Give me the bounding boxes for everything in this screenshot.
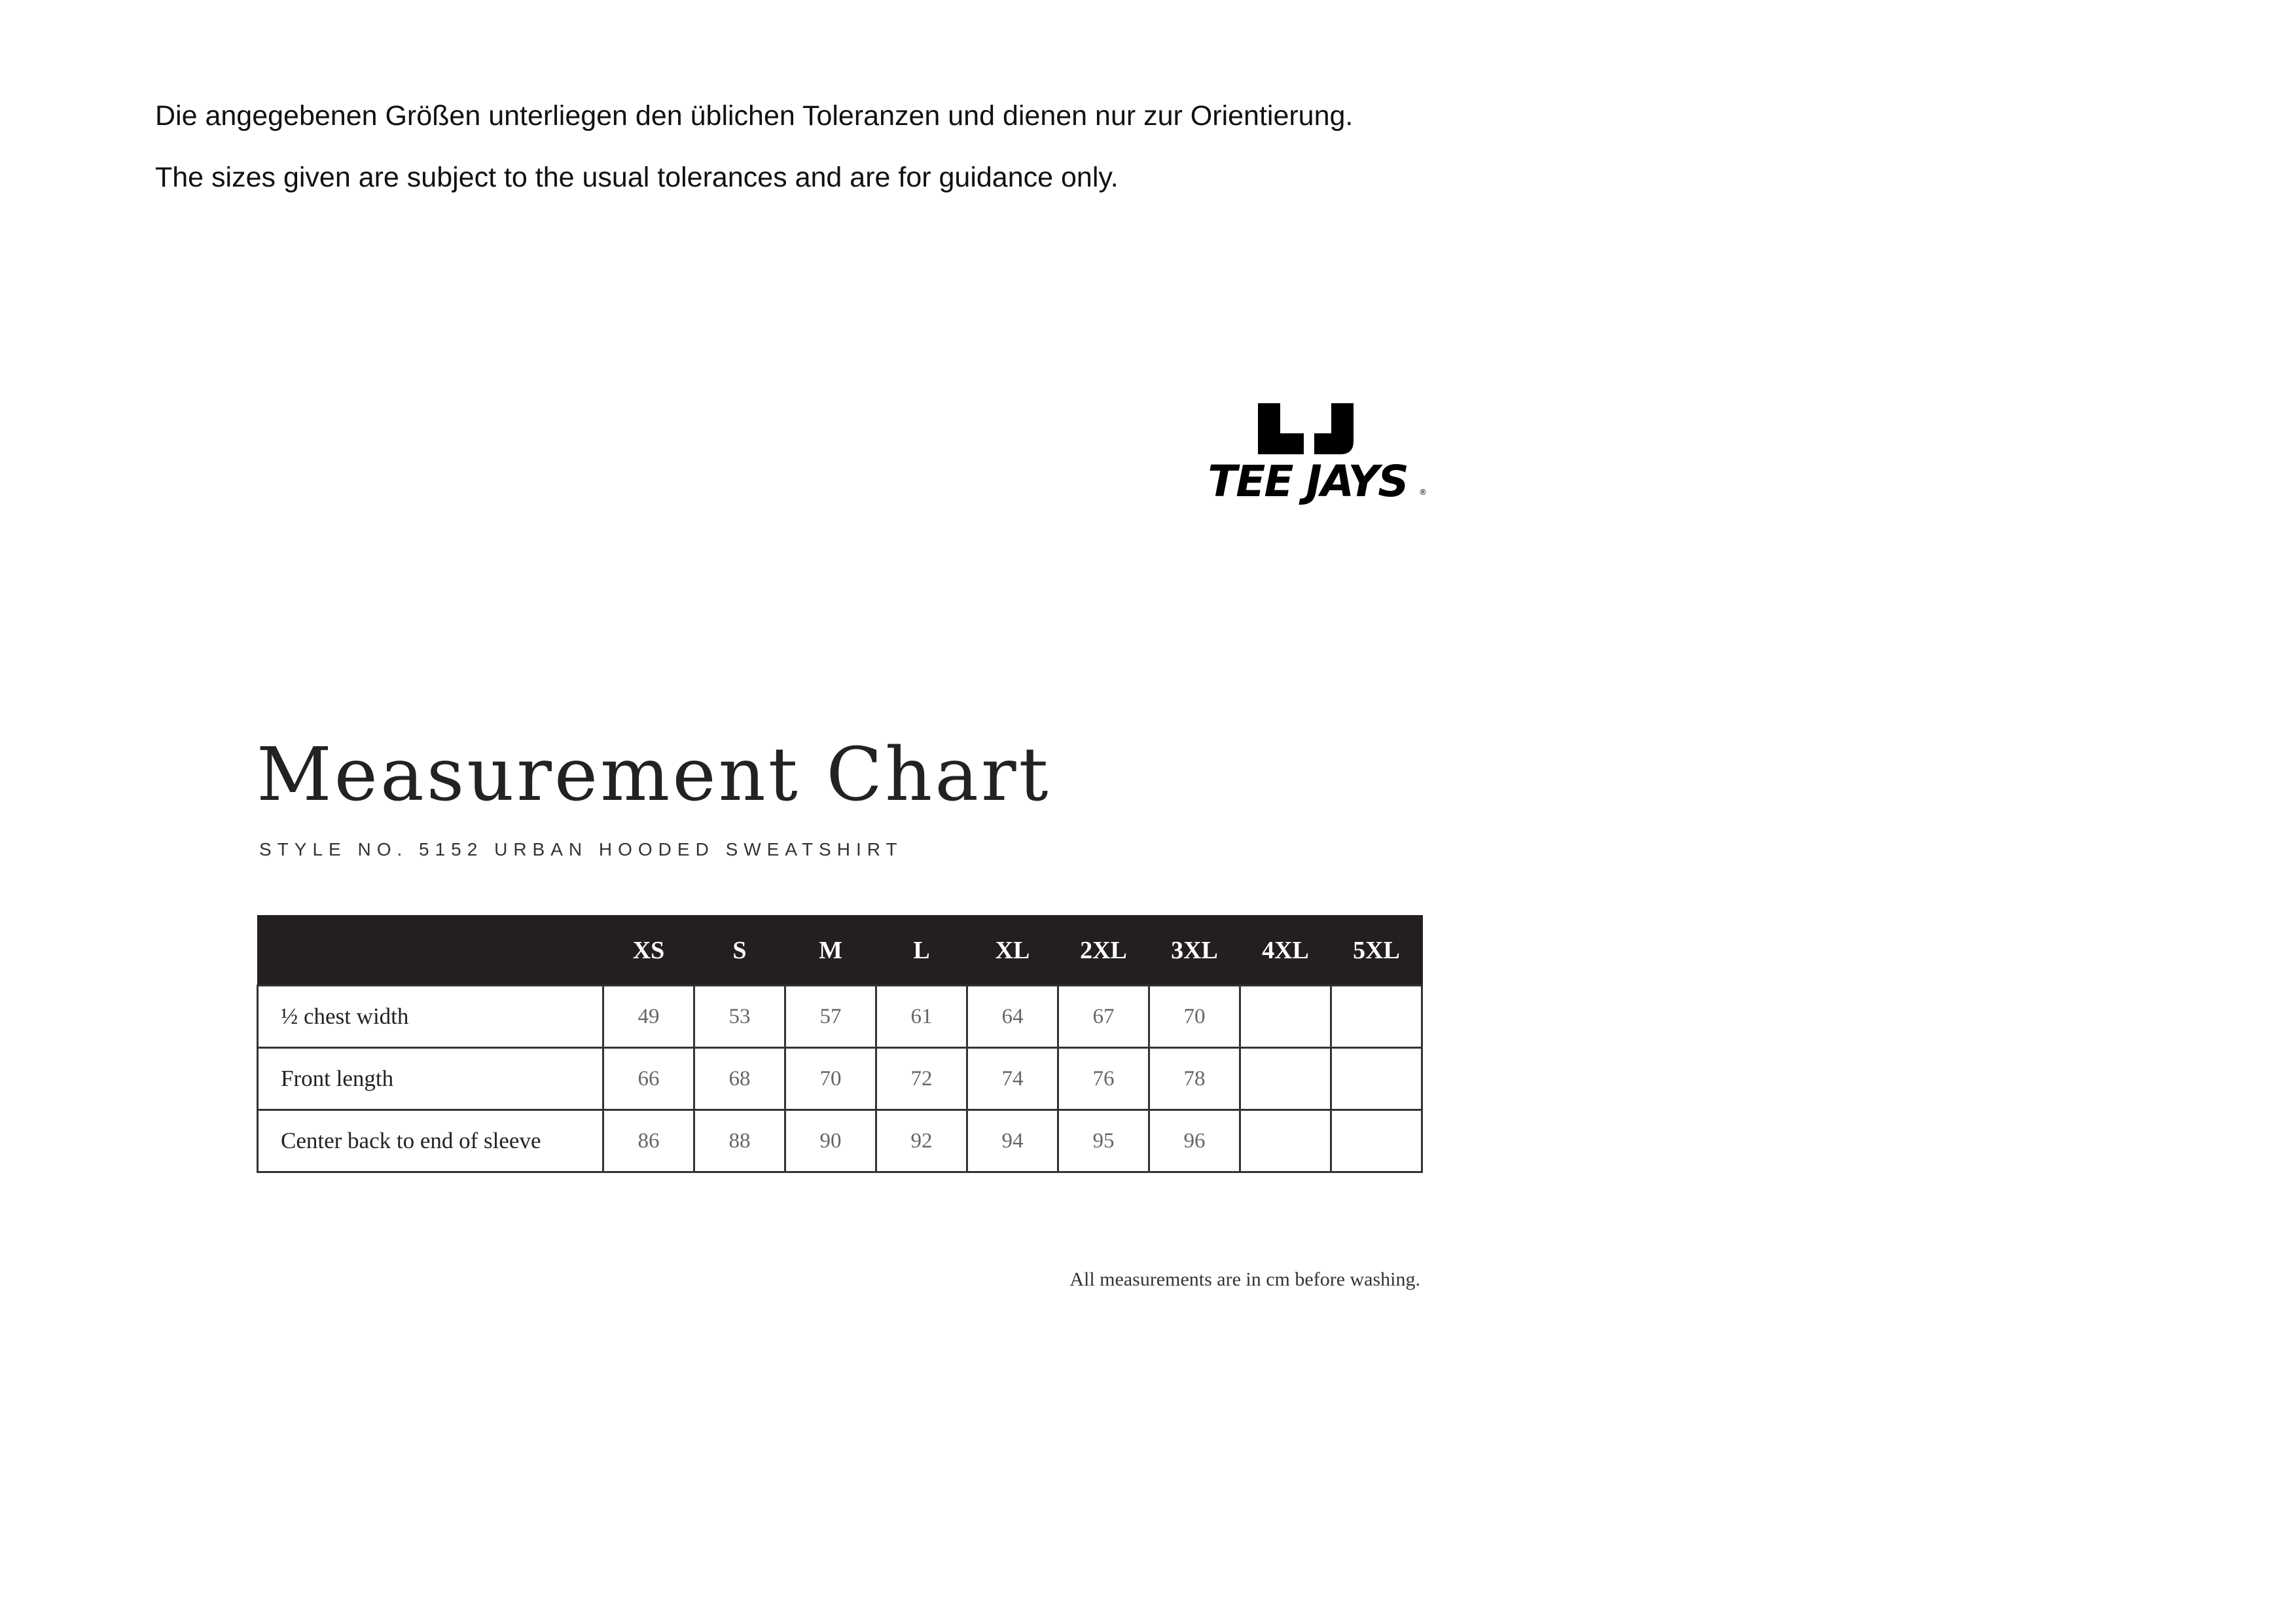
measurement-cell: 90 [785,1110,876,1172]
measurement-cell: 74 [967,1048,1058,1110]
table-row [258,1048,1422,1110]
english-tolerance-note: The sizes given are subject to the usual tolerances and are for guidance only. [155,162,1119,193]
measurement-cell [1240,1110,1331,1172]
size-header-cell: L [876,916,967,986]
measurement-cell: 88 [694,1110,785,1172]
row-label: ½ chest width [258,986,603,1048]
row-label: Front length [258,1048,603,1110]
style-subtitle: STYLE NO. 5152 URBAN HOODED SWEATSHIRT [259,839,903,859]
size-header-cell: S [694,916,785,986]
row-label: Center back to end of sleeve [258,1110,603,1172]
size-header-cell: 5XL [1331,916,1422,986]
size-header-cell: M [785,916,876,986]
measurement-cell: 86 [603,1110,694,1172]
table-row [258,1110,1422,1172]
header-empty-cell [258,916,603,986]
table-row [258,986,1422,1048]
measurement-cell [1331,986,1422,1048]
measurement-cell: 92 [876,1110,967,1172]
measurement-cell: 78 [1149,1048,1240,1110]
size-header-row [258,916,1422,986]
measurement-cell [1331,1048,1422,1110]
size-header-cell: 3XL [1149,916,1240,986]
german-tolerance-note: Die angegebenen Größen unterliegen den üblichen Toleranzen und dienen nur zur Orientierung. [155,100,1354,132]
svg-text:TEE JAYS: TEE JAYS [1208,456,1408,507]
measurement-cell [1331,1110,1422,1172]
chart-title: Measurement Chart [257,732,1051,818]
measurement-cell: 72 [876,1048,967,1110]
size-header-cell: 4XL [1240,916,1331,986]
measurement-cell [1240,986,1331,1048]
measurement-cell: 64 [967,986,1058,1048]
size-header-cell: XS [603,916,694,986]
measurement-cell: 70 [1149,986,1240,1048]
measurement-footnote: All measurements are in cm before washing. [1069,1269,1420,1290]
measurement-cell: 57 [785,986,876,1048]
size-header-cell: XL [967,916,1058,986]
measurement-cell [1240,1048,1331,1110]
tee-jays-logo-icon [1193,403,1427,507]
measurement-cell: 67 [1058,986,1149,1048]
measurement-cell: 49 [603,986,694,1048]
measurement-cell: 68 [694,1048,785,1110]
measurement-cell: 70 [785,1048,876,1110]
measurement-cell: 96 [1149,1110,1240,1172]
measurement-cell: 53 [694,986,785,1048]
measurement-cell: 95 [1058,1110,1149,1172]
measurement-cell: 94 [967,1110,1058,1172]
measurement-cell: 66 [603,1048,694,1110]
measurement-cell: 61 [876,986,967,1048]
svg-text:®: ® [1419,488,1427,497]
size-header-cell: 2XL [1058,916,1149,986]
measurement-cell: 76 [1058,1048,1149,1110]
measurement-table [257,915,1423,1173]
